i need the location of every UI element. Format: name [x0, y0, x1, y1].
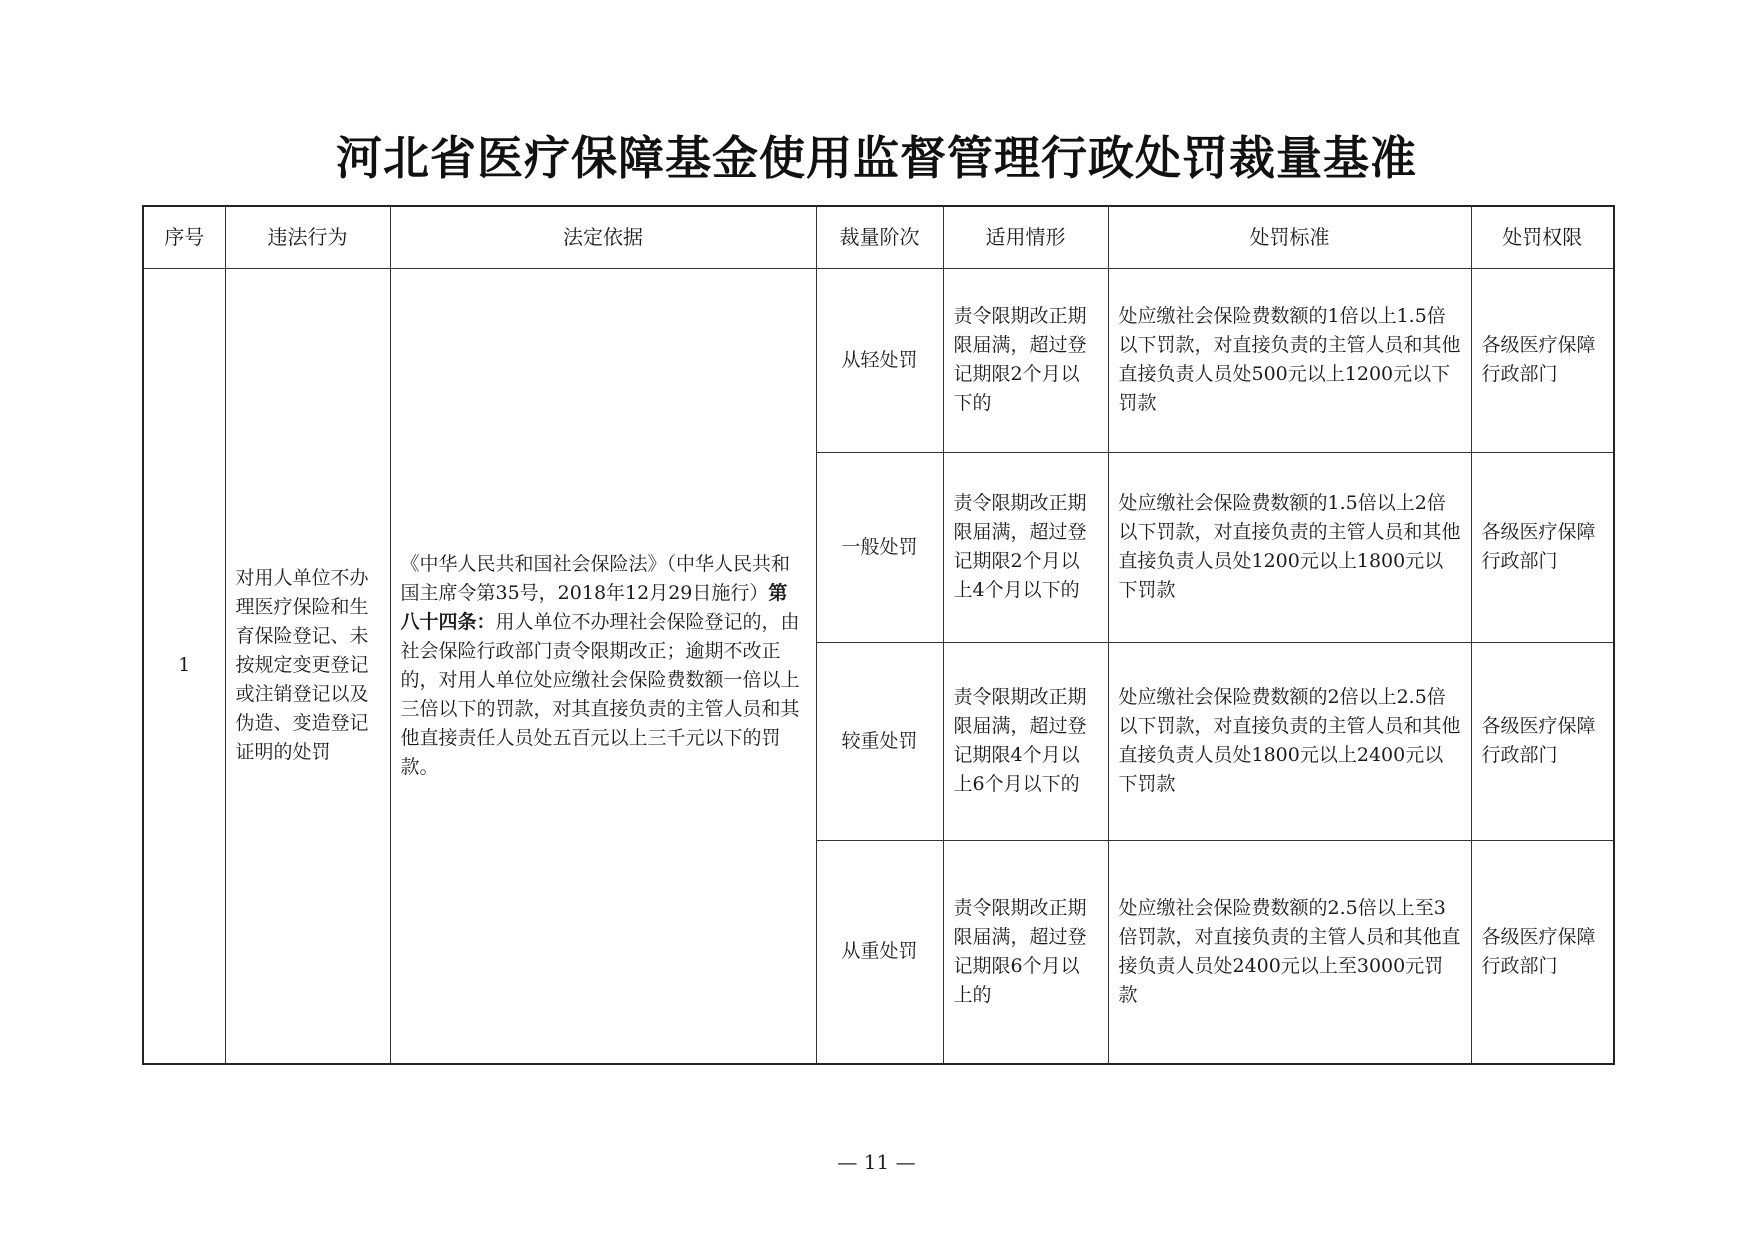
- basis-intro: 《中华人民共和国社会保险法》（中华人民共和国主席令第35号，2018年12月29日施行）: [400, 552, 791, 604]
- standard-cell: 处应缴社会保险费数额的2倍以上2.5倍以下罚款，对直接负责的主管人员和其他直接负责人员处1800元以上2400元以下罚款: [1108, 642, 1471, 840]
- legal-basis-cell: [390, 268, 816, 1064]
- circumstance-cell: 责令限期改正期限届满，超过登记期限6个月以上的: [943, 840, 1108, 1064]
- table-header-row: [143, 206, 1614, 268]
- level-cell: 从重处罚: [816, 840, 943, 1064]
- standard-cell: 处应缴社会保险费数额的2.5倍以上至3倍罚款，对直接负责的主管人员和其他直接负责人员处2400元以上至3000元罚款: [1108, 840, 1471, 1064]
- penalty-table: [142, 205, 1615, 1065]
- circumstance-cell: 责令限期改正期限届满，超过登记期限2个月以下的: [943, 268, 1108, 452]
- header-level: 裁量阶次: [816, 206, 943, 268]
- page-number: — 11 —: [837, 1150, 916, 1174]
- header-standard: 处罚标准: [1108, 206, 1471, 268]
- basis-text: 用人单位不办理社会保险登记的，由社会保险行政部门责令限期改正；逾期不改正的，对用人单位处应缴社会保险费数额一倍以上三倍以下的罚款，对其直接负责的主管人员和其他直接责任人员处五百元以上三千元以下的罚款。: [400, 610, 800, 778]
- authority-cell: 各级医疗保障行政部门: [1471, 268, 1614, 452]
- header-violation: 违法行为: [225, 206, 390, 268]
- table-row: [143, 268, 1614, 452]
- level-cell: 较重处罚: [816, 642, 943, 840]
- standard-cell: 处应缴社会保险费数额的1倍以上1.5倍以下罚款，对直接负责的主管人员和其他直接负责人员处500元以上1200元以下罚款: [1108, 268, 1471, 452]
- authority-cell: 各级医疗保障行政部门: [1471, 452, 1614, 642]
- level-cell: 一般处罚: [816, 452, 943, 642]
- header-serial: 序号: [143, 206, 225, 268]
- header-legal-basis: 法定依据: [390, 206, 816, 268]
- header-circumstance: 适用情形: [943, 206, 1108, 268]
- serial-cell: 1: [143, 268, 225, 1064]
- circumstance-cell: 责令限期改正期限届满，超过登记期限4个月以上6个月以下的: [943, 642, 1108, 840]
- page-title: 河北省医疗保障基金使用监督管理行政处罚裁量基准: [336, 131, 1417, 185]
- authority-cell: 各级医疗保障行政部门: [1471, 642, 1614, 840]
- authority-cell: 各级医疗保障行政部门: [1471, 840, 1614, 1064]
- basis-article: 第八十四条：: [400, 581, 788, 633]
- header-authority: 处罚权限: [1471, 206, 1614, 268]
- standard-cell: 处应缴社会保险费数额的1.5倍以上2倍以下罚款，对直接负责的主管人员和其他直接负责人员处1200元以上1800元以下罚款: [1108, 452, 1471, 642]
- violation-cell: 对用人单位不办理医疗保险和生育保险登记、未按规定变更登记或注销登记以及伪造、变造登记证明的处罚: [225, 268, 390, 1064]
- level-cell: 从轻处罚: [816, 268, 943, 452]
- circumstance-cell: 责令限期改正期限届满，超过登记期限2个月以上4个月以下的: [943, 452, 1108, 642]
